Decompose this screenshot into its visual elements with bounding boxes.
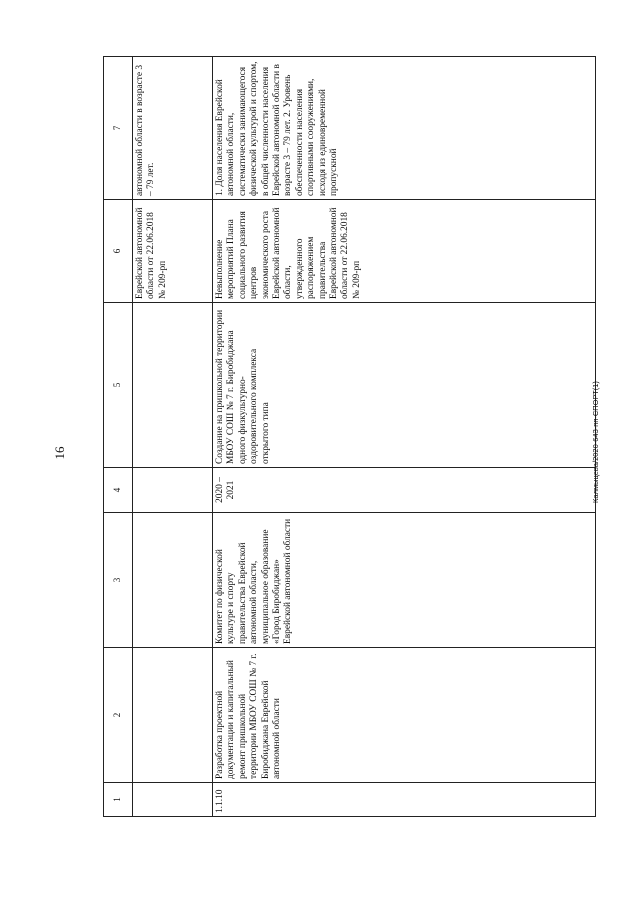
header-cell-7: 7 [104,57,133,200]
cont-cell-1 [133,783,213,817]
continuation-row [133,57,213,817]
cont-cell-4 [133,468,213,513]
expected-result-cell: Создание на пришкольной территории МБОУ СОШ № 7 г. Биробиджана одного физкультурно-оздоровительного комплекса открытого типа [213,303,596,468]
header-cell-6: 6 [104,200,133,303]
header-row [104,57,133,817]
table-row [213,57,596,817]
responsible-cell: Комитет по физической культуре и спорту правительства Еврейской автономной области, муниципальное образование «Город Биробиджан» Еврейской автономной области [213,513,596,648]
header-cell-4: 4 [104,468,133,513]
cont-cell-7: автономной области в возрасте 3 – 79 лет. [133,57,213,200]
period-cell: 2020 – 2021 [213,468,596,513]
table-rotator [103,57,588,817]
header-cell-3: 3 [104,513,133,648]
header-cell-2: 2 [104,648,133,783]
header-cell-1: 1 [104,783,133,817]
cont-cell-6: Еврейской автономной области от 22.06.2018 № 209-рп [133,200,213,303]
page-number: 16 [52,446,67,460]
cont-cell-2 [133,648,213,783]
cont-cell-3 [133,513,213,648]
measures-table [103,56,596,817]
cont-cell-5 [133,303,213,468]
header-cell-5: 5 [104,303,133,468]
consequences-cell: Невыполнение мероприятий Плана социального развития центров экономического роста Еврейской автономной области, утвержденного распоряжением правительства Еврейской автономной области от 22.06.2018 № 209-рп [213,200,596,303]
table-wrap [103,57,588,817]
indicators-cell: 1. Доля населения Еврейской автономной области, систематически занимающегося физической культурой и спортом, в общей численности населения Еврейской автономной области в возрасте 3 – 79 лет. 2. Уровень обеспеченности населения спортивными сооружениями, исходя из единовременной пропускной [213,57,596,200]
row-number-cell: 1.1.10 [213,783,596,817]
footer-code: Калмыцева/2020-643-пп-СПОРТ(1) [591,381,600,503]
measure-name-cell: Разработка проектной документации и капитальный ремонт пришкольной территории МБОУ СОШ № 7 г. Биробиджана Еврейской автономной области [213,648,596,783]
